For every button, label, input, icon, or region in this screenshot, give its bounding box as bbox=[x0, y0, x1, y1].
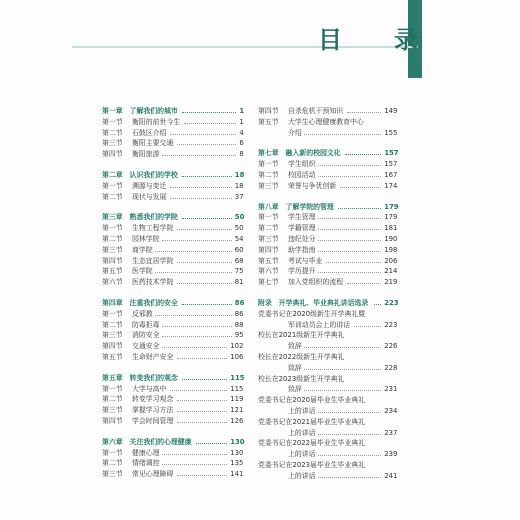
section-title: 考试与毕业 bbox=[288, 256, 323, 265]
dot-leader bbox=[162, 336, 231, 337]
section-title: 常见心理障碍 bbox=[132, 470, 174, 479]
toc-right-column bbox=[258, 106, 428, 482]
dot-leader bbox=[177, 283, 232, 284]
toc-chapter-row[interactable] bbox=[258, 202, 428, 213]
page-number: 239 bbox=[384, 450, 398, 459]
section-number: 第三节 bbox=[258, 234, 279, 243]
page-number: 198 bbox=[384, 245, 398, 254]
toc-entry-row[interactable] bbox=[258, 277, 428, 288]
page-number: 155 bbox=[384, 128, 398, 137]
toc-entry-row[interactable] bbox=[102, 149, 272, 160]
dot-leader bbox=[354, 326, 381, 327]
page-number: 115 bbox=[230, 384, 244, 393]
toc-chapter-row[interactable] bbox=[258, 298, 428, 309]
dot-leader bbox=[318, 412, 381, 413]
section-title: 加入党组织的流程 bbox=[288, 278, 344, 287]
toc-entry-row[interactable] bbox=[258, 309, 428, 320]
chapter-title: 第五章 转变我们的观念 bbox=[102, 373, 178, 382]
entry-continuation: 上的讲话 bbox=[288, 428, 316, 437]
section-title: 溯源与变迁 bbox=[132, 181, 167, 190]
section-title: 消防安全 bbox=[132, 331, 160, 340]
section-title: 生命财产安全 bbox=[132, 352, 174, 361]
section-number: 第一节 bbox=[102, 224, 123, 233]
section-number: 第四节 bbox=[102, 256, 123, 265]
page-number: 18 bbox=[234, 181, 244, 190]
dot-leader bbox=[170, 134, 237, 135]
toc-spacer bbox=[102, 427, 272, 437]
dot-leader bbox=[162, 155, 236, 156]
section-number: 第二节 bbox=[258, 170, 279, 179]
toc-entry-row[interactable] bbox=[258, 245, 428, 256]
page-number: 121 bbox=[230, 406, 244, 415]
toc-spacer bbox=[258, 192, 428, 202]
page-number: 223 bbox=[384, 320, 398, 329]
section-number: 第一节 bbox=[258, 160, 279, 169]
section-title: 交通安全 bbox=[132, 342, 160, 351]
section-number: 第一节 bbox=[258, 213, 279, 222]
dot-leader bbox=[162, 326, 231, 327]
section-number: 第二节 bbox=[102, 192, 123, 201]
section-title: 现状与发展 bbox=[132, 192, 167, 201]
page-number: 179 bbox=[384, 213, 398, 222]
section-number: 第二节 bbox=[258, 224, 279, 233]
entry-continuation: 上的讲话 bbox=[288, 406, 316, 415]
section-title: 荣誉与争优创新 bbox=[288, 181, 337, 190]
section-title: 违纪处分 bbox=[288, 234, 316, 243]
section-number: 第五节 bbox=[258, 256, 279, 265]
dot-leader bbox=[318, 176, 381, 177]
toc-entry-row[interactable] bbox=[102, 458, 272, 469]
page-number: 157 bbox=[384, 160, 398, 169]
section-title: 生物工程学院 bbox=[132, 224, 174, 233]
chapter-title: 附录 开学典礼、毕业典礼讲话选录 bbox=[258, 298, 369, 307]
dot-leader bbox=[162, 454, 227, 455]
dot-leader bbox=[196, 443, 227, 444]
dot-leader bbox=[177, 144, 237, 145]
dot-leader bbox=[177, 422, 228, 423]
section-title: 学生组织 bbox=[288, 160, 316, 169]
section-number: 第三节 bbox=[102, 470, 123, 479]
section-number: 第五节 bbox=[102, 352, 123, 361]
toc-entry-row[interactable] bbox=[102, 352, 272, 363]
toc-entry-row[interactable] bbox=[258, 234, 428, 245]
dot-leader bbox=[318, 434, 381, 435]
section-number: 第二节 bbox=[102, 320, 123, 329]
toc-entry-row[interactable] bbox=[102, 256, 272, 267]
section-number: 第三节 bbox=[102, 406, 123, 415]
section-number: 第四节 bbox=[258, 107, 279, 115]
toc-entry-row[interactable] bbox=[102, 181, 272, 192]
page-number: 190 bbox=[384, 234, 398, 243]
section-title: 大学与高中 bbox=[132, 384, 167, 393]
section-title: 医学院 bbox=[132, 267, 153, 276]
toc-entry-row[interactable] bbox=[102, 320, 272, 331]
chapter-title: 第六章 关注我们的心理健康 bbox=[102, 437, 192, 446]
dot-leader bbox=[345, 154, 381, 155]
dot-leader bbox=[177, 411, 228, 412]
toc-entry-row[interactable] bbox=[258, 449, 428, 460]
dot-leader bbox=[182, 304, 232, 305]
page-number: 126 bbox=[230, 416, 244, 425]
toc-entry-row[interactable] bbox=[102, 128, 272, 139]
toc-entry-row[interactable] bbox=[258, 406, 428, 417]
section-number: 第三节 bbox=[102, 331, 123, 340]
dot-leader bbox=[182, 379, 227, 380]
page-number: 37 bbox=[234, 192, 244, 201]
page-number: 226 bbox=[384, 342, 398, 351]
toc-entry-row[interactable] bbox=[258, 330, 428, 341]
page-number: 86 bbox=[234, 298, 245, 307]
page-number: 149 bbox=[384, 107, 398, 115]
toc-entry-row[interactable] bbox=[258, 395, 428, 406]
dot-leader bbox=[347, 283, 381, 284]
section-title: 学籍管理 bbox=[288, 224, 316, 233]
toc-chapter-row[interactable] bbox=[102, 212, 272, 223]
toc-entry-row[interactable] bbox=[258, 471, 428, 482]
dot-leader bbox=[162, 240, 231, 241]
dot-leader bbox=[304, 369, 381, 370]
section-title: 衡阳的前世今生 bbox=[132, 117, 181, 126]
page-number: 115 bbox=[230, 373, 245, 382]
page-number: 130 bbox=[230, 437, 245, 446]
page-number: 18 bbox=[234, 170, 245, 179]
dot-leader bbox=[155, 272, 232, 273]
page-number: 1 bbox=[239, 107, 245, 115]
page-title: 目 录 bbox=[318, 25, 432, 54]
page-number: 214 bbox=[384, 267, 398, 276]
toc-chapter-row[interactable] bbox=[102, 437, 272, 448]
toc-chapter-row[interactable] bbox=[102, 106, 272, 117]
section-number: 第四节 bbox=[258, 245, 279, 254]
toc-chapter-row[interactable] bbox=[102, 170, 272, 181]
dot-leader bbox=[318, 251, 381, 252]
toc-entry-row[interactable] bbox=[258, 320, 428, 331]
toc-entry-row[interactable] bbox=[258, 428, 428, 439]
section-number: 第四节 bbox=[102, 342, 123, 351]
toc-left-column bbox=[102, 106, 272, 480]
appendix-entry-title: 党委书记在2021届毕业生毕业典礼 bbox=[258, 417, 366, 426]
dot-leader bbox=[170, 187, 232, 188]
section-number: 第五节 bbox=[258, 117, 279, 126]
section-title: 助学指南 bbox=[288, 245, 316, 254]
chapter-title: 第七章 融入新的校园文化 bbox=[258, 149, 341, 158]
page-number: 106 bbox=[230, 352, 244, 361]
section-number: 第二节 bbox=[102, 128, 123, 137]
page-number: 181 bbox=[384, 224, 398, 233]
section-title: 学会时间管理 bbox=[132, 416, 174, 425]
toc-entry-row[interactable] bbox=[258, 256, 428, 267]
toc-entry-row[interactable] bbox=[258, 384, 428, 395]
section-number: 第七节 bbox=[258, 278, 279, 287]
chapter-title: 第二章 认识我们的学校 bbox=[102, 170, 178, 179]
dot-leader bbox=[318, 165, 381, 166]
dot-leader bbox=[170, 198, 232, 199]
dot-leader bbox=[318, 229, 381, 230]
toc-spacer bbox=[102, 288, 272, 298]
section-number: 第四节 bbox=[102, 150, 123, 159]
section-title: 衡阳旅游 bbox=[132, 150, 160, 159]
toc-entry-row[interactable] bbox=[102, 138, 272, 149]
page-number: 102 bbox=[230, 342, 244, 351]
section-number: 第五节 bbox=[102, 267, 123, 276]
page-number: 88 bbox=[234, 320, 244, 329]
section-title: 防毒拒毒 bbox=[132, 320, 160, 329]
page-number: 54 bbox=[234, 234, 244, 243]
section-number: 第一节 bbox=[102, 117, 123, 126]
dot-leader bbox=[182, 176, 232, 177]
section-number: 第四节 bbox=[102, 416, 123, 425]
toc-entry-row[interactable] bbox=[102, 192, 272, 203]
dot-leader bbox=[177, 262, 232, 263]
page-number: 68 bbox=[234, 256, 244, 265]
section-title: 商学院 bbox=[132, 245, 153, 254]
page-number: 4 bbox=[239, 128, 244, 137]
toc-entry-row[interactable] bbox=[102, 384, 272, 395]
dot-leader bbox=[304, 347, 381, 348]
section-title: 园林学院 bbox=[132, 234, 160, 243]
appendix-entry-title: 党委书记在2020届毕业生毕业典礼 bbox=[258, 396, 366, 405]
toc-entry-row[interactable] bbox=[102, 234, 272, 245]
toc-entry-row[interactable] bbox=[102, 117, 272, 128]
page-number: 237 bbox=[384, 428, 398, 437]
toc-spacer bbox=[102, 160, 272, 170]
section-number: 第六节 bbox=[258, 267, 279, 276]
toc-entry-row[interactable] bbox=[102, 266, 272, 277]
page-number: 50 bbox=[234, 224, 244, 233]
section-title: 石鼓区介绍 bbox=[132, 128, 167, 137]
toc-chapter-row[interactable] bbox=[102, 373, 272, 384]
appendix-entry-title: 党委书记在2020级新生开学典礼暨 bbox=[258, 309, 366, 318]
page-number: 1 bbox=[239, 117, 244, 126]
dot-leader bbox=[304, 134, 381, 135]
dot-leader bbox=[338, 208, 381, 209]
appendix-entry-title: 校长在2021级新生开学典礼 bbox=[258, 331, 345, 340]
toc-spacer bbox=[102, 363, 272, 373]
toc-spacer bbox=[258, 138, 428, 148]
section-number: 第二节 bbox=[102, 395, 123, 404]
toc-entry-row[interactable] bbox=[102, 277, 272, 288]
appendix-entry-title: 校长在2023级新生开学典礼 bbox=[258, 374, 345, 383]
toc-spacer bbox=[258, 288, 428, 298]
entry-continuation: 军训动员会上的讲话 bbox=[288, 320, 351, 329]
page-number: 157 bbox=[384, 149, 399, 158]
toc-entry-row[interactable] bbox=[258, 106, 428, 117]
dot-leader bbox=[177, 400, 228, 401]
page-number: 8 bbox=[239, 150, 244, 159]
page-number: 50 bbox=[234, 213, 245, 222]
page-number: 231 bbox=[384, 385, 398, 394]
toc-entry-row[interactable] bbox=[102, 469, 272, 480]
dot-leader bbox=[340, 187, 382, 188]
appendix-entry-title: 党委书记在2023届毕业生毕业典礼 bbox=[258, 460, 366, 469]
toc-entry-row[interactable] bbox=[258, 159, 428, 170]
section-number: 第一节 bbox=[102, 384, 123, 393]
dot-leader bbox=[170, 390, 228, 391]
section-title: 衡阳主要交通 bbox=[132, 139, 174, 148]
toc-entry-row[interactable] bbox=[102, 245, 272, 256]
dot-leader bbox=[318, 272, 381, 273]
dot-leader bbox=[177, 358, 228, 359]
page-number: 167 bbox=[384, 170, 398, 179]
page-number: 81 bbox=[234, 278, 244, 287]
section-number: 第六节 bbox=[102, 278, 123, 287]
dot-leader bbox=[304, 390, 381, 391]
section-title: 学历提升 bbox=[288, 267, 316, 276]
toc-entry-row[interactable] bbox=[258, 170, 428, 181]
toc-entry-row[interactable] bbox=[258, 417, 428, 428]
dot-leader bbox=[177, 229, 232, 230]
dot-leader bbox=[177, 475, 228, 476]
page-number: 223 bbox=[384, 298, 399, 307]
chapter-title: 第一章 了解我们的城市 bbox=[102, 107, 178, 115]
toc-chapter-row[interactable] bbox=[258, 148, 428, 159]
toc-entry-row[interactable] bbox=[258, 363, 428, 374]
dot-leader bbox=[155, 251, 232, 252]
toc-spacer bbox=[102, 202, 272, 212]
page-number: 130 bbox=[230, 448, 244, 457]
section-title: 掌握学习方法 bbox=[132, 406, 174, 415]
section-title: 转变学习观念 bbox=[132, 395, 174, 404]
section-number: 第三节 bbox=[102, 139, 123, 148]
toc-entry-row[interactable] bbox=[102, 341, 272, 352]
page-number: 95 bbox=[234, 331, 244, 340]
dot-leader bbox=[374, 304, 382, 305]
section-number: 第三节 bbox=[102, 245, 123, 254]
section-number: 第三节 bbox=[258, 181, 279, 190]
dot-leader bbox=[326, 262, 382, 263]
toc-chapter-row[interactable] bbox=[102, 298, 272, 309]
section-title: 生态宜居学院 bbox=[132, 256, 174, 265]
page-number: 228 bbox=[384, 363, 398, 372]
section-title: 大学生心理健康教育中心 bbox=[288, 117, 364, 126]
toc-entry-row[interactable] bbox=[258, 352, 428, 363]
section-title: 情绪调控 bbox=[132, 459, 160, 468]
section-number: 第一节 bbox=[102, 448, 123, 457]
toc-entry-row[interactable] bbox=[258, 117, 428, 128]
entry-continuation: 致辞 bbox=[288, 363, 302, 372]
dot-leader bbox=[318, 218, 381, 219]
dot-leader bbox=[184, 123, 237, 124]
dot-leader bbox=[347, 112, 381, 113]
appendix-entry-title: 校长在2022级新生开学典礼 bbox=[258, 352, 345, 361]
chapter-title: 第八章 了解学院的管理 bbox=[258, 202, 334, 211]
toc-entry-row[interactable] bbox=[258, 460, 428, 471]
page-number: 60 bbox=[234, 245, 244, 254]
toc-entry-row[interactable] bbox=[258, 181, 428, 192]
toc-entry-row[interactable] bbox=[258, 223, 428, 234]
dot-leader bbox=[318, 240, 381, 241]
toc-entry-row[interactable] bbox=[102, 416, 272, 427]
chapter-title: 第三章 熟悉我们的学院 bbox=[102, 213, 178, 222]
entry-continuation: 上的讲话 bbox=[288, 471, 316, 480]
toc-entry-row[interactable] bbox=[258, 212, 428, 223]
entry-continuation: 介绍 bbox=[288, 128, 302, 137]
dot-leader bbox=[162, 347, 227, 348]
section-number: 第一节 bbox=[102, 309, 123, 318]
page-number: 241 bbox=[384, 471, 398, 480]
page-number: 75 bbox=[234, 267, 244, 276]
toc-entry-row[interactable] bbox=[258, 266, 428, 277]
toc-entry-row[interactable] bbox=[102, 309, 272, 320]
dot-leader bbox=[182, 218, 232, 219]
entry-continuation: 致辞 bbox=[288, 342, 302, 351]
section-title: 自杀危机干预知识 bbox=[288, 107, 344, 115]
toc-entry-row[interactable] bbox=[258, 374, 428, 385]
dot-leader bbox=[318, 477, 381, 478]
toc-entry-row[interactable] bbox=[102, 448, 272, 459]
chapter-title: 第四章 注重我们的安全 bbox=[102, 298, 178, 307]
page-number: 179 bbox=[384, 202, 399, 211]
entry-continuation: 致辞 bbox=[288, 385, 302, 394]
page-number: 135 bbox=[230, 459, 244, 468]
page-number: 86 bbox=[234, 309, 244, 318]
page-number: 174 bbox=[384, 181, 398, 190]
section-number: 第一节 bbox=[102, 181, 123, 190]
page-number: 6 bbox=[239, 139, 244, 148]
section-title: 医药技术学院 bbox=[132, 278, 174, 287]
toc-entry-row[interactable] bbox=[258, 341, 428, 352]
page-number: 234 bbox=[384, 406, 398, 415]
section-title: 健康心理 bbox=[132, 448, 160, 457]
page-number: 206 bbox=[384, 256, 398, 265]
toc-entry-row[interactable] bbox=[102, 405, 272, 416]
toc-entry-row[interactable] bbox=[258, 438, 428, 449]
page-number: 141 bbox=[230, 470, 244, 479]
section-title: 校园活动 bbox=[288, 170, 316, 179]
page-number: 219 bbox=[384, 278, 398, 287]
toc-entry-row[interactable] bbox=[102, 223, 272, 234]
section-title: 反邪教 bbox=[132, 309, 153, 318]
toc-entry-row[interactable] bbox=[102, 330, 272, 341]
entry-continuation: 上的讲话 bbox=[288, 450, 316, 459]
appendix-entry-title: 党委书记在2022届毕业生毕业典礼 bbox=[258, 439, 366, 448]
section-title: 学生管理 bbox=[288, 213, 316, 222]
page-number: 119 bbox=[230, 395, 244, 404]
section-number: 第二节 bbox=[102, 459, 123, 468]
dot-leader bbox=[162, 464, 227, 465]
toc-entry-row[interactable] bbox=[258, 128, 428, 139]
dot-leader bbox=[155, 315, 232, 316]
section-number: 第二节 bbox=[102, 234, 123, 243]
dot-leader bbox=[182, 112, 236, 113]
toc-entry-row[interactable] bbox=[102, 394, 272, 405]
dot-leader bbox=[318, 455, 381, 456]
